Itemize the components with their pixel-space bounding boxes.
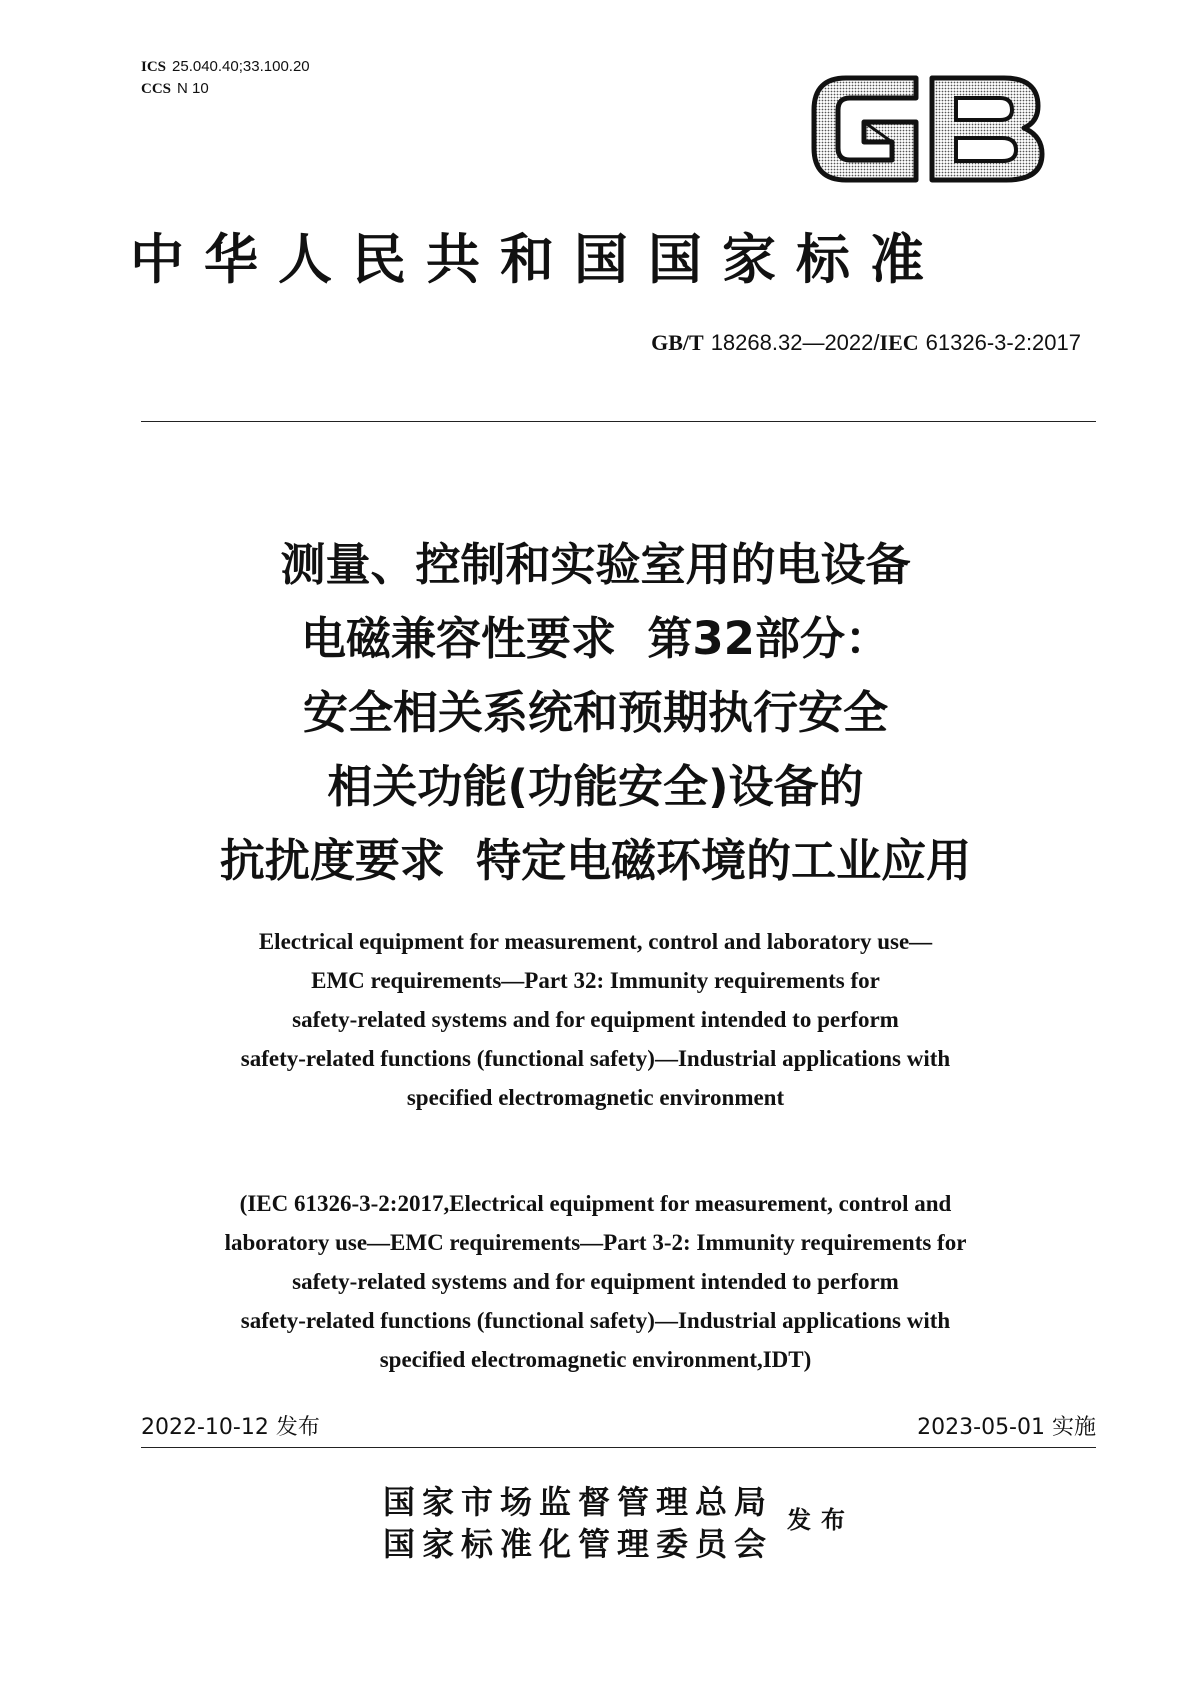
iec-reference-title xyxy=(0,1184,1191,1379)
iec-title-line: specified electromagnetic environment,IDT) xyxy=(379,1347,812,1372)
ics-label: ICS xyxy=(141,59,167,75)
footer-divider xyxy=(141,1447,1096,1448)
issuer-name: 国家市场监督管理总局 xyxy=(383,1483,774,1521)
issuing-authorities xyxy=(383,1481,773,1565)
ccs-line xyxy=(141,78,310,100)
dates-row xyxy=(141,1410,1096,1446)
english-title-line: specified electromagnetic environment xyxy=(406,1085,785,1110)
standard-prefix: GB/T xyxy=(651,330,704,355)
chinese-title-line: 测量、控制和实验室用的电设备 xyxy=(280,538,911,591)
standard-number xyxy=(651,330,1081,356)
english-title-line: EMC requirements—Part 32: Immunity requirements for xyxy=(311,968,880,993)
english-title xyxy=(0,922,1191,1117)
gb-logo xyxy=(806,66,1051,191)
iec-title-line: laboratory use—EMC requirements—Part 3-2: Immunity requirements for xyxy=(224,1230,967,1255)
iec-number-value: 61326-3-2:2017 xyxy=(925,330,1081,355)
chinese-title-line: 电磁兼容性要求 第32部分： xyxy=(301,612,890,665)
iec-title-line: safety-related systems and for equipment intended to perform xyxy=(292,1269,899,1294)
issuer-name: 国家标准化管理委员会 xyxy=(383,1525,774,1563)
chinese-title xyxy=(0,528,1191,898)
chinese-title-line: 相关功能(功能安全)设备的 xyxy=(327,760,864,813)
english-title-line: safety-related systems and for equipment intended to perform xyxy=(292,1007,899,1032)
ics-line xyxy=(141,56,310,78)
implementation-date: 2023-05-01 实施 xyxy=(917,1415,1096,1440)
iec-title-line: (IEC 61326-3-2:2017,Electrical equipment for measurement, control and xyxy=(239,1191,952,1216)
chinese-title-line: 抗扰度要求 特定电磁环境的工业应用 xyxy=(219,834,972,887)
iec-title-line: safety-related functions (functional safety)—Industrial applications with xyxy=(240,1308,951,1333)
iec-prefix: IEC xyxy=(879,330,919,355)
header-divider xyxy=(141,421,1096,422)
chinese-title-line: 安全相关系统和预期执行安全 xyxy=(302,686,888,739)
ccs-value: N 10 xyxy=(177,80,209,97)
standard-number-value: 18268.32—2022/ xyxy=(710,330,880,355)
issue-date: 2022-10-12 发布 xyxy=(141,1415,320,1440)
english-title-line: Electrical equipment for measurement, control and laboratory use— xyxy=(258,929,933,954)
classification-codes xyxy=(141,56,310,100)
release-label: 发布 xyxy=(787,1505,855,1534)
english-title-line: safety-related functions (functional safety)—Industrial applications with xyxy=(240,1046,951,1071)
ccs-label: CCS xyxy=(141,81,172,97)
ics-value: 25.040.40;33.100.20 xyxy=(172,58,310,75)
national-standard-title: 中华人民共和国国家标准 xyxy=(130,227,944,291)
